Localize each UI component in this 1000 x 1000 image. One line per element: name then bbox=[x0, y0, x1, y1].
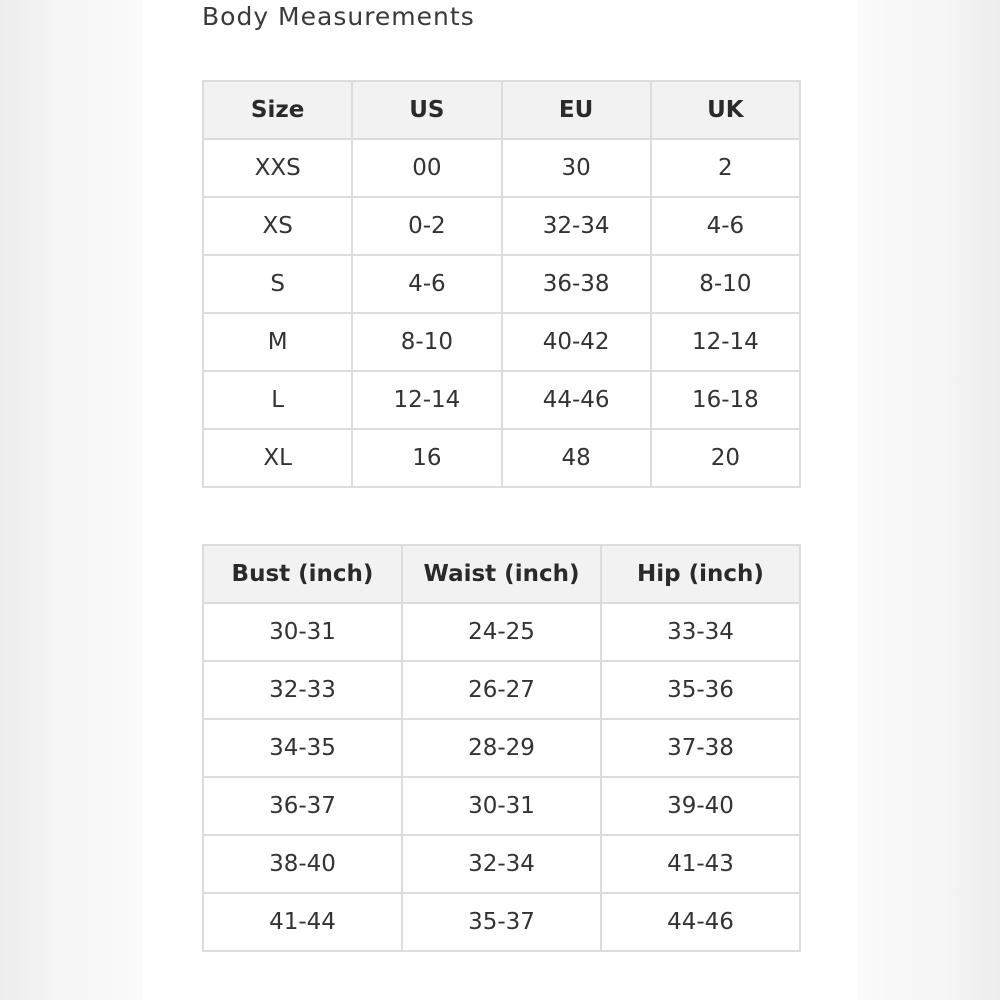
cell-uk: 16-18 bbox=[651, 371, 800, 429]
cell-hip: 39-40 bbox=[601, 777, 800, 835]
cell-size: M bbox=[203, 313, 352, 371]
column-header-eu: EU bbox=[502, 81, 651, 139]
cell-hip: 41-43 bbox=[601, 835, 800, 893]
cell-us: 12-14 bbox=[352, 371, 501, 429]
cell-us: 16 bbox=[352, 429, 501, 487]
cell-size: XXS bbox=[203, 139, 352, 197]
cell-waist: 28-29 bbox=[402, 719, 601, 777]
body-measurement-table bbox=[202, 544, 801, 952]
cell-waist: 24-25 bbox=[402, 603, 601, 661]
table-row bbox=[203, 139, 800, 197]
table-row bbox=[203, 313, 800, 371]
cell-eu: 36-38 bbox=[502, 255, 651, 313]
cell-bust: 41-44 bbox=[203, 893, 402, 951]
cell-us: 4-6 bbox=[352, 255, 501, 313]
cell-us: 00 bbox=[352, 139, 501, 197]
column-header-bust: Bust (inch) bbox=[203, 545, 402, 603]
cell-size: L bbox=[203, 371, 352, 429]
column-header-hip: Hip (inch) bbox=[601, 545, 800, 603]
table-row bbox=[203, 429, 800, 487]
cell-eu: 40-42 bbox=[502, 313, 651, 371]
page-title: Body Measurements bbox=[202, 2, 475, 31]
table-row bbox=[203, 719, 800, 777]
cell-bust: 38-40 bbox=[203, 835, 402, 893]
table-row bbox=[203, 255, 800, 313]
cell-uk: 8-10 bbox=[651, 255, 800, 313]
table-row bbox=[203, 661, 800, 719]
cell-waist: 30-31 bbox=[402, 777, 601, 835]
cell-bust: 34-35 bbox=[203, 719, 402, 777]
cell-bust: 32-33 bbox=[203, 661, 402, 719]
cell-size: S bbox=[203, 255, 352, 313]
cell-eu: 32-34 bbox=[502, 197, 651, 255]
cell-us: 0-2 bbox=[352, 197, 501, 255]
column-header-waist: Waist (inch) bbox=[402, 545, 601, 603]
cell-uk: 20 bbox=[651, 429, 800, 487]
cell-hip: 37-38 bbox=[601, 719, 800, 777]
cell-bust: 30-31 bbox=[203, 603, 402, 661]
table-header-row bbox=[203, 81, 800, 139]
column-header-size: Size bbox=[203, 81, 352, 139]
cell-uk: 12-14 bbox=[651, 313, 800, 371]
cell-size: XL bbox=[203, 429, 352, 487]
cell-bust: 36-37 bbox=[203, 777, 402, 835]
table-row bbox=[203, 371, 800, 429]
cell-waist: 35-37 bbox=[402, 893, 601, 951]
table-header-row bbox=[203, 545, 800, 603]
table-row bbox=[203, 197, 800, 255]
table-row bbox=[203, 603, 800, 661]
cell-eu: 44-46 bbox=[502, 371, 651, 429]
cell-waist: 26-27 bbox=[402, 661, 601, 719]
cell-hip: 33-34 bbox=[601, 603, 800, 661]
column-header-us: US bbox=[352, 81, 501, 139]
table-row bbox=[203, 777, 800, 835]
cell-uk: 4-6 bbox=[651, 197, 800, 255]
cell-us: 8-10 bbox=[352, 313, 501, 371]
cell-eu: 48 bbox=[502, 429, 651, 487]
cell-eu: 30 bbox=[502, 139, 651, 197]
cell-hip: 35-36 bbox=[601, 661, 800, 719]
table-row bbox=[203, 835, 800, 893]
column-header-uk: UK bbox=[651, 81, 800, 139]
cell-hip: 44-46 bbox=[601, 893, 800, 951]
cell-uk: 2 bbox=[651, 139, 800, 197]
table-row bbox=[203, 893, 800, 951]
size-conversion-table bbox=[202, 80, 801, 488]
cell-waist: 32-34 bbox=[402, 835, 601, 893]
cell-size: XS bbox=[203, 197, 352, 255]
